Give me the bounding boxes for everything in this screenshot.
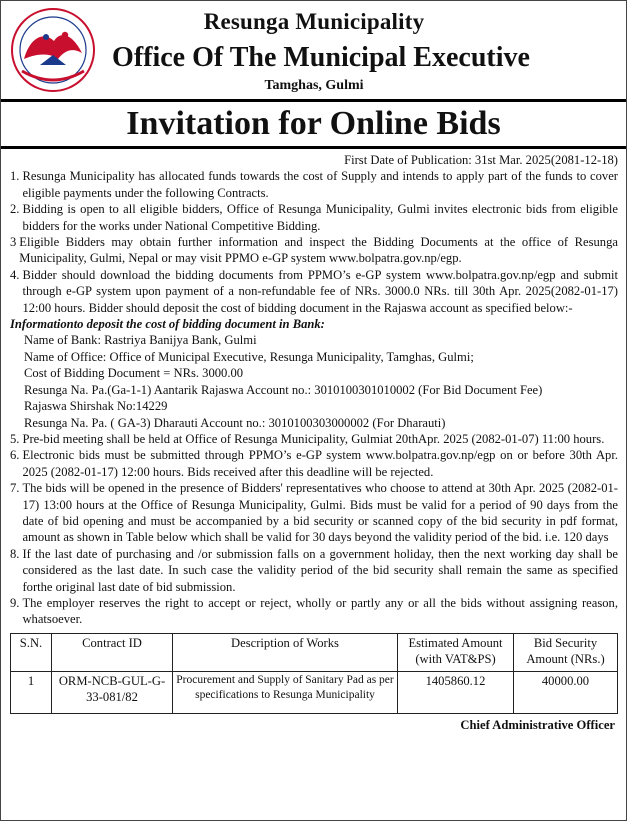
item-number: 4. — [10, 267, 20, 282]
list-item — [10, 480, 618, 546]
item-number: 6. — [10, 448, 20, 463]
bank-info-line: Rajaswa Shirshak No:14229 — [24, 399, 168, 414]
bank-info-line: Resunga Na. Pa. ( GA-3) Dharauti Account no.: 3010100303000002 (For Dharauti) — [24, 415, 446, 430]
table-header-row — [11, 633, 618, 671]
col-header-contract-id: Contract ID — [52, 633, 173, 671]
item-number: 3 — [10, 235, 17, 250]
item-text: Pre-bid meeting shall be held at Office of Resunga Municipality, Gulmiat 20thApr. 2025 (2082-01-07) 11:00 hours. — [22, 431, 605, 446]
item-text: Electronic bids must be submitted through PPMO’s e-GP system www.bolpatra.gov.np/egp on or before 30th Apr. 2025 (2082-01-17) 12:00 hours. Bids received after this deadline will be rejected. — [22, 448, 618, 479]
list-item — [10, 595, 618, 628]
cell-estimated-amount: 1405860.12 — [398, 671, 514, 713]
cell-bid-security: 40000.00 — [514, 671, 618, 713]
item-number: 2. — [10, 202, 20, 217]
signatory: Chief Administrative Officer — [460, 717, 615, 732]
municipality-name: Resunga Municipality — [203, 9, 425, 34]
list-item — [10, 201, 618, 234]
contract-table — [10, 633, 618, 714]
publication-date: First Date of Publication: 31st Mar. 2025(2081-12-18) — [344, 153, 618, 167]
bank-info-heading: Informationto deposit the cost of bidding document in Bank: — [10, 317, 325, 332]
item-number: 8. — [10, 546, 20, 561]
item-text: Resunga Municipality has allocated funds towards the cost of Supply and intends to apply part of the funds to cover eligible payments under the following Contracts. — [22, 169, 618, 200]
item-number: 1. — [10, 169, 20, 184]
list-item — [10, 168, 618, 201]
cell-sn: 1 — [11, 671, 52, 713]
item-text: Eligible Bidders may obtain further information and inspect the Bidding Documents at the office of Resunga Municipality, Gulmi, Nepal or may visit PPMO e-GP system www.bolpatra.gov.np/egp. — [19, 235, 618, 266]
office-location: Tamghas, Gulmi — [264, 78, 364, 93]
table-row — [11, 671, 618, 713]
item-text: If the last date of purchasing and /or submission falls on a government holiday, then the next working day shall be considered as the last date. In such case the validity period of the bid security shall remain the same as specified forthe original last date of bid submission. — [22, 546, 618, 594]
col-header-bid-security: Bid Security Amount (NRs.) — [514, 633, 618, 671]
col-header-estimated-amount: Estimated Amount (with VAT&PS) — [398, 633, 514, 671]
list-item — [10, 234, 618, 267]
list-item — [10, 267, 618, 316]
list-item — [10, 431, 618, 447]
office-name: Office Of The Municipal Executive — [112, 42, 530, 73]
col-header-sn: S.N. — [11, 633, 52, 671]
item-text: The bids will be opened in the presence of Bidders' representatives who choose to attend at 30th Apr. 2025 (2082-01-17) 13:00 hours at the Office of Resunga Municipality, Gulmi. Bids must be valid for a period of 90 days from the date of bid opening and must be accompanied by a bid security or scanned copy of the bid security in pdf format, amount as shown in Table below which shall be valid for 30 days beyond the validity period of the bid. i.e. 120 days — [22, 481, 618, 545]
col-header-description: Description of Works — [173, 633, 398, 671]
item-number: 7. — [10, 481, 20, 496]
list-item — [10, 546, 618, 595]
notice-body — [10, 168, 618, 627]
item-number: 9. — [10, 595, 20, 610]
item-text: The employer reserves the right to accept or reject, wholly or partly any or all the bids without assigning reason, whatsoever. — [22, 595, 618, 627]
item-number: 5. — [10, 431, 20, 446]
list-item — [10, 447, 618, 480]
bank-info-line: Name of Office: Office of Municipal Executive, Resunga Municipality, Tamghas, Gulmi; — [24, 349, 474, 364]
notice-header — [10, 1, 618, 99]
cell-contract-id: ORM-NCB-GUL-G-33-081/82 — [52, 671, 173, 713]
bank-info-line: Cost of Bidding Document = NRs. 3000.00 — [24, 366, 244, 381]
bank-info-line: Name of Bank: Rastriya Banijya Bank, Gulmi — [24, 333, 257, 348]
bank-info-line: Resunga Na. Pa.(Ga-1-1) Aantarik Rajaswa Account no.: 3010100301010002 (For Bid Document Fee) — [24, 382, 543, 397]
item-text: Bidder should download the bidding documents from PPMO’s e-GP system www.bolpatra.gov.np/egp and submit through e-GP system upon payment of a non-refundable fee of NRs. 3000.0 NRs. till 30th Apr. 2025(2082-01-17) 12:00 hours. Bidder should deposit the cost of bidding document in the Rajaswa account as specified below:- — [22, 267, 618, 315]
cell-description: Procurement and Supply of Sanitary Pad as per specifications to Resunga Municipality — [173, 671, 398, 713]
item-text: Bidding is open to all eligible bidders, Office of Resunga Municipality, Gulmi invites electronic bids from eligible bidders for the works under National Competitive Bidding. — [22, 202, 618, 233]
notice-title: Invitation for Online Bids — [1, 99, 626, 149]
